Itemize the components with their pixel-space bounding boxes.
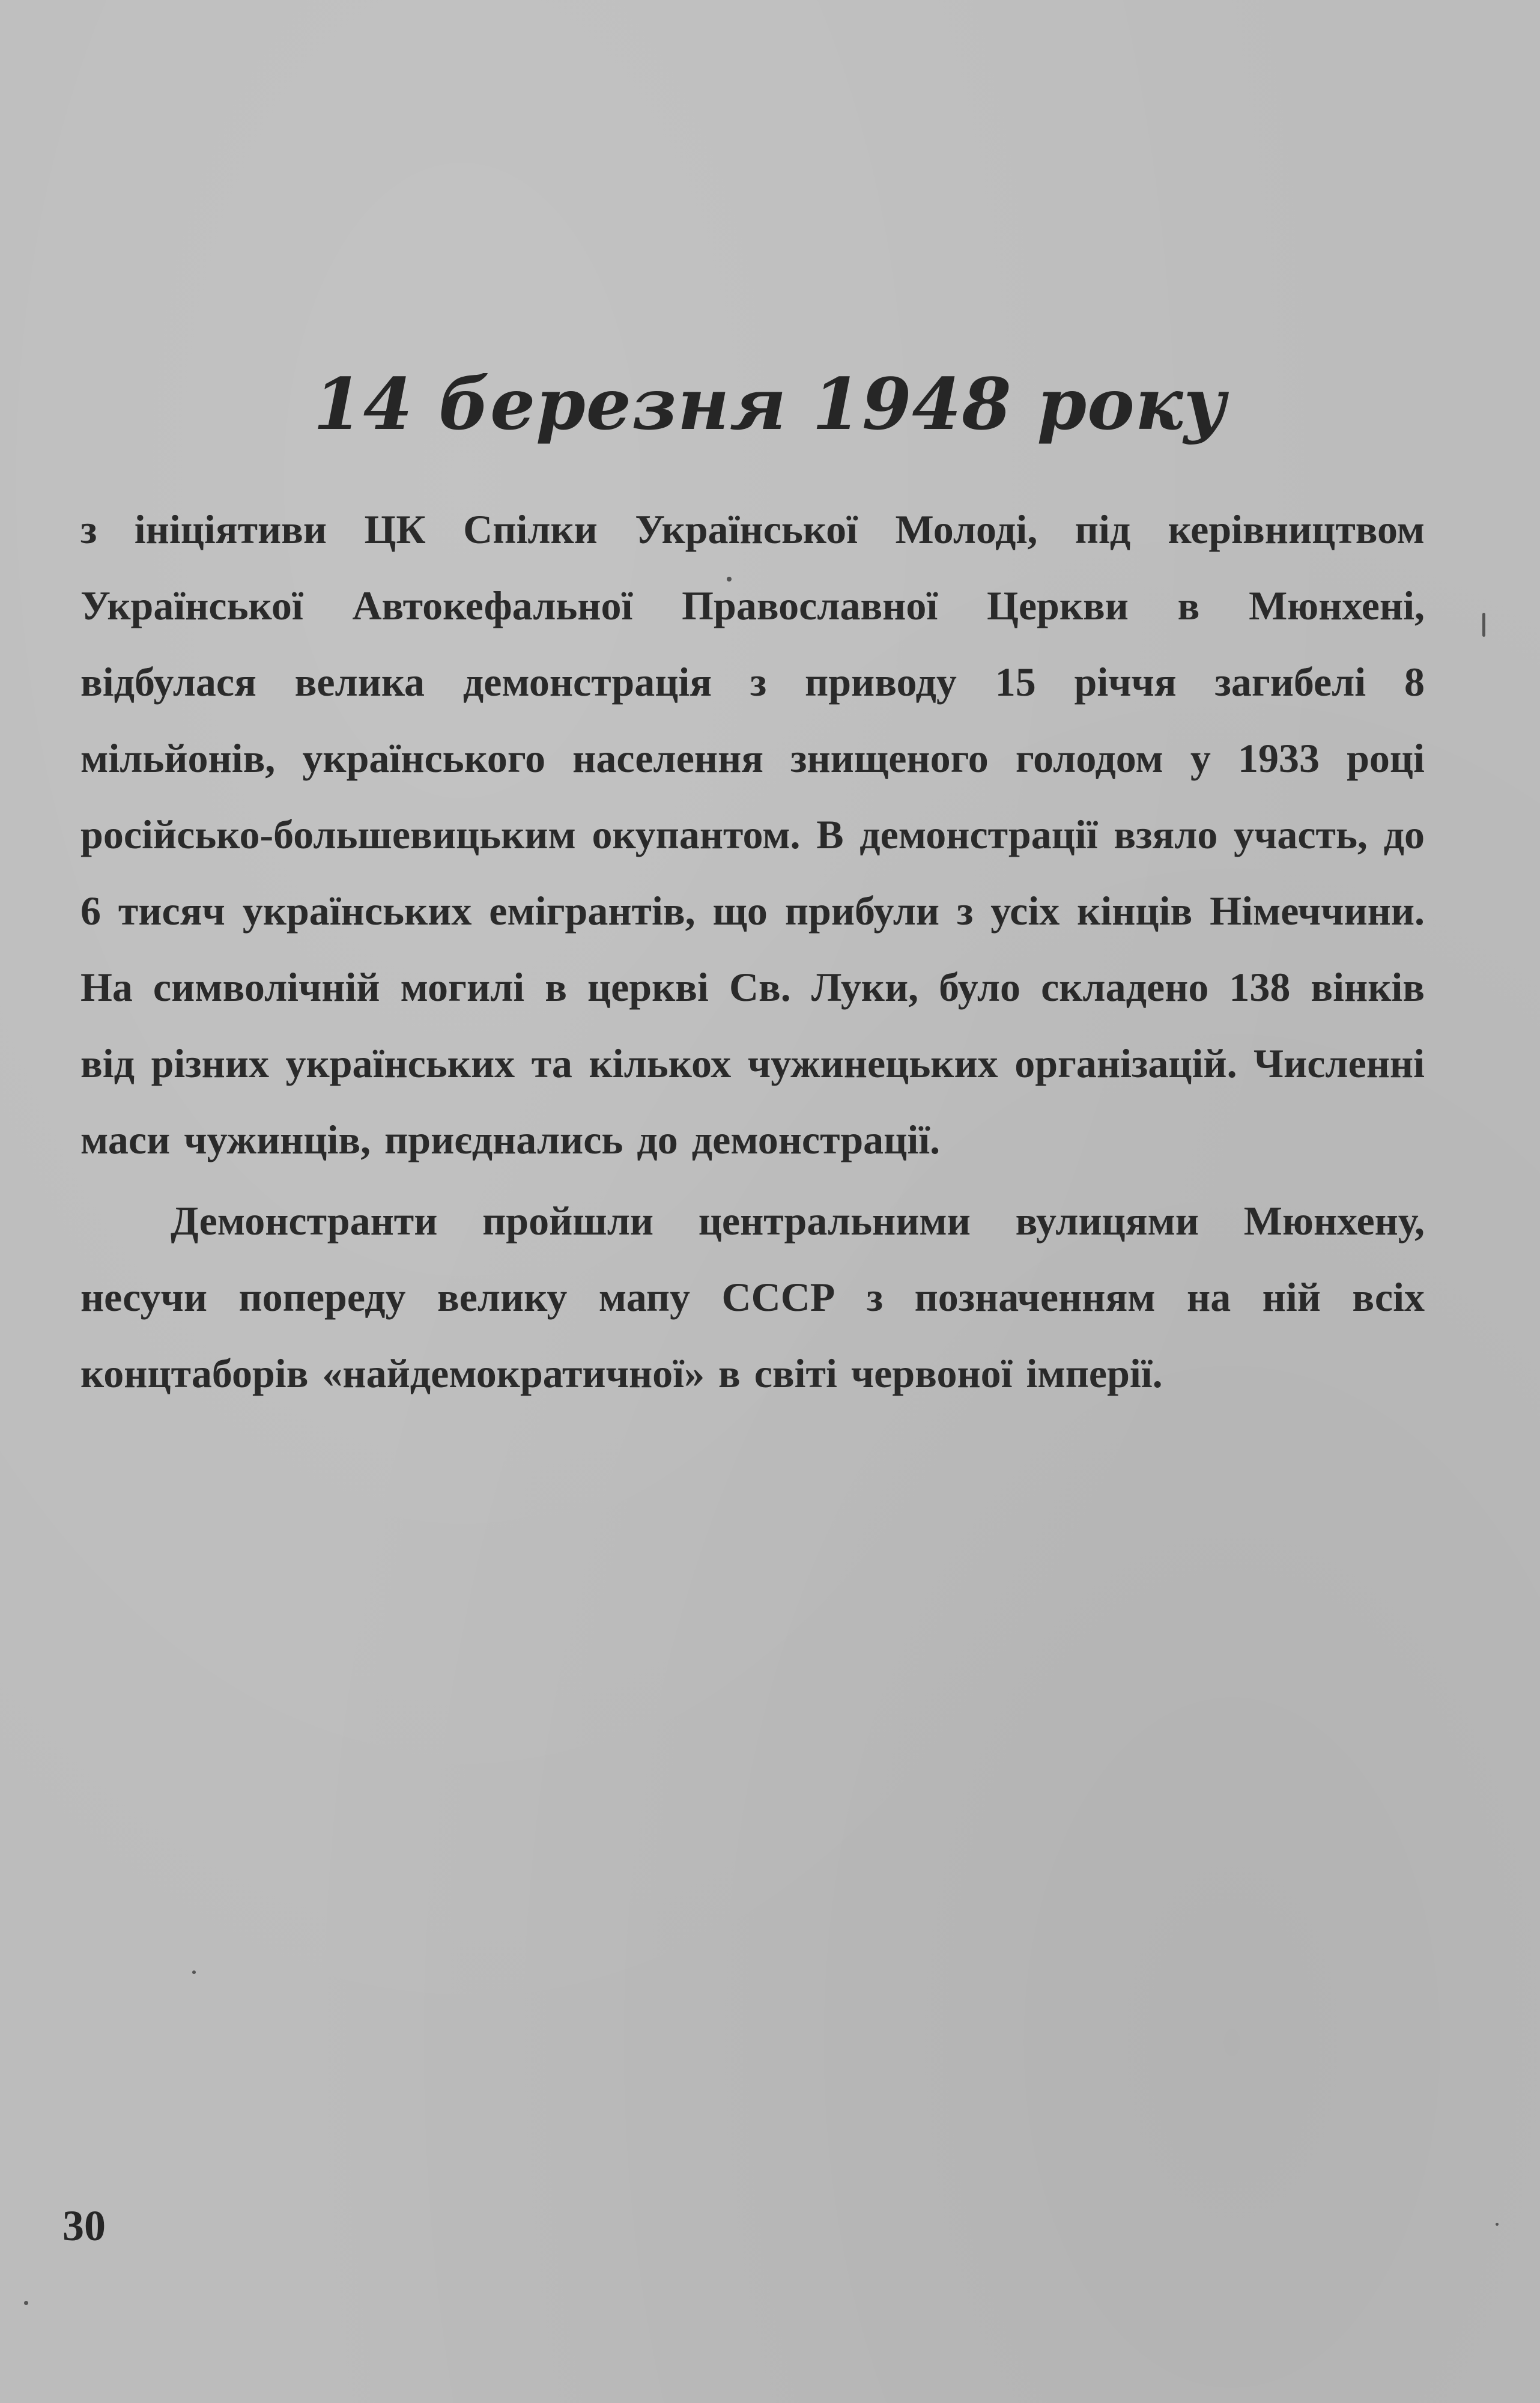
paragraph-1: з ініціятиви ЦК Спілки Української Молоді, під керівництвом Української Автокефальної Православної Церкви в Мюнхені, відбулася велика демонстрація з приводу 15 річчя загибелі 8 мільйонів, українського населення знищеного голодом у 1933 році російсько-большевицьким окупантом. В демонстрації взяло участь, до 6 тисяч українських емігрантів, що прибули з усіх кінців Німеччини. На символічній могилі в церкві Св. Луки, було складено 138 вінків від різних українських та кількох чужинецьких організацій. Численні маси чужинців, приєднались до демонстрації. [80, 506, 1425, 1162]
paragraph-2: Демонстранти пройшли центральними вулицями Мюнхену, несучи попереду велику мапу СССР з позначенням на ній всіх концтаборів «найдемократичної» в світі червоної імперії. [80, 1198, 1425, 1396]
paper-speck [192, 1970, 196, 1974]
page-title: 14 березня 1948 року [313, 362, 1227, 446]
page-number: 30 [62, 2202, 106, 2250]
body-text [80, 491, 1425, 1412]
paper-speck [1496, 2223, 1499, 2226]
paper-speck [727, 577, 732, 582]
paper-speck [24, 2301, 28, 2305]
paper-speck [1482, 613, 1485, 637]
